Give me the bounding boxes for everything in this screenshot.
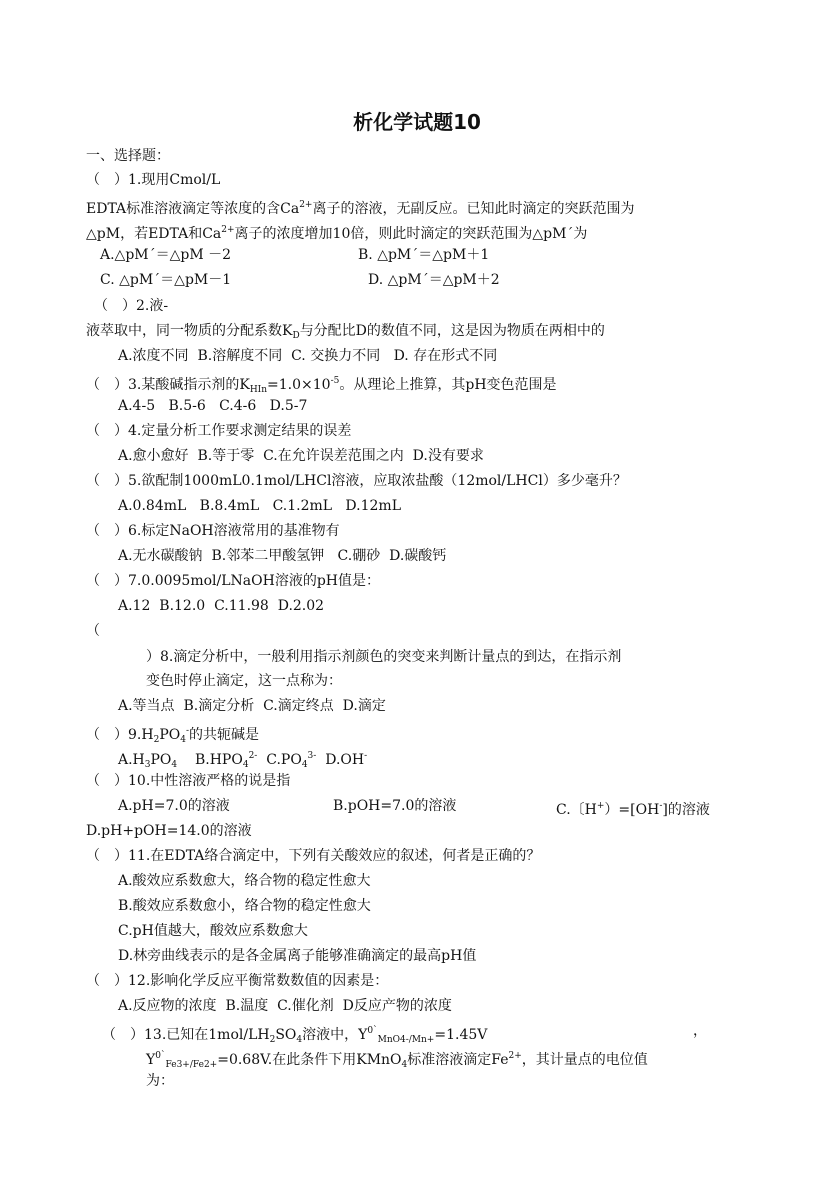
- q9-text: PO: [159, 727, 181, 743]
- q3-options: A.4-5 B.5-6 C.4-6 D.5-7: [118, 398, 308, 414]
- q2-sub: D: [292, 331, 300, 341]
- q13-line1: [102, 1021, 488, 1045]
- q13-text: Y: [146, 1052, 156, 1068]
- q9-options: [118, 746, 368, 770]
- q4-options: A.愈小愈好 B.等于零 C.在允许误差范围之内 D.没有要求: [118, 448, 484, 464]
- q9-text: 的共轭碱是: [189, 727, 259, 743]
- q10-c-text: ）=[OH: [604, 802, 660, 818]
- q1-line2: [86, 195, 634, 215]
- q9-opt-text: D.OH: [325, 752, 365, 768]
- q2-options: A.浓度不同 B.溶解度不同 C. 交换力不同 D. 存在形式不同: [118, 348, 498, 364]
- q3-line1: [86, 371, 557, 395]
- q13-sub: 2: [269, 1035, 276, 1045]
- q13-sub: 4: [401, 1060, 408, 1070]
- q11-option-a: A.酸效应系数愈大，络合物的稳定性愈大: [118, 873, 371, 889]
- q8-options: A.等当点 B.滴定分析 C.滴定终点 D.滴定: [118, 698, 386, 714]
- q8-line0: （: [86, 623, 100, 639]
- q9-opt-sub: 4: [301, 760, 308, 770]
- section-heading: 一、选择题：: [86, 148, 170, 164]
- q9-opt-text: C.PO: [266, 752, 302, 768]
- page-title: 析化学试题10: [353, 110, 481, 134]
- q1-option-b: B. △pM´＝△pM＋1: [358, 247, 490, 263]
- q9-opt-sub: 3: [144, 760, 151, 770]
- q13-sub: 4: [296, 1035, 303, 1045]
- q9-line1: [86, 721, 259, 745]
- q9-opt-text: PO: [150, 752, 172, 768]
- q5-line1: （ ）5.欲配制1000mL0.1mol/LHCl溶液，应取浓盐酸（12mol/LHCl）多少毫升？: [86, 473, 627, 489]
- q13-text: =0.68V.在此条件下用KMnO: [217, 1052, 402, 1068]
- q12-options: A.反应物的浓度 B.温度 C.催化剂 D反应产物的浓度: [118, 998, 452, 1014]
- q1-text: △pM，若EDTA和Ca: [86, 226, 222, 242]
- q10-option-a: A.pH=7.0的溶液: [118, 798, 230, 814]
- q9-opt-sup: 3-: [307, 751, 317, 761]
- q10-option-b: B.pOH=7.0的溶液: [333, 798, 457, 814]
- q1-line1: （ ）1.现用Cmol/L: [86, 172, 221, 188]
- q13-text: （ ）13.已知在1mol/LH: [102, 1027, 270, 1043]
- q9-opt-text: A.H: [118, 752, 145, 768]
- q13-sup: 0`: [367, 1026, 378, 1036]
- q2-line1: （ ）2.液-: [94, 298, 169, 314]
- q4-line1: （ ）4.定量分析工作要求测定结果的误差: [86, 423, 352, 439]
- q13-sub: MnO4-/Mn+: [377, 1035, 435, 1045]
- q1-option-a: A.△pM´＝△pM －2: [100, 247, 232, 263]
- q1-text: 离子的溶液，无副反应。已知此时滴定的突跃范围为: [312, 201, 635, 217]
- q3-text: 。从理论上推算，其pH变色范围是: [339, 377, 557, 393]
- q10-c-text: C.〔H: [556, 802, 597, 818]
- q1-line3: [86, 220, 587, 240]
- q2-text: 与分配比D的数值不同，这是因为物质在两相中的: [299, 323, 605, 339]
- q13-line3: 为：: [146, 1073, 174, 1089]
- q8-line2: 变色时停止滴定，这一点称为：: [146, 673, 342, 689]
- q13-text: SO: [275, 1027, 297, 1043]
- q9-opt-sup: -: [364, 751, 368, 761]
- q9-opt-sup: 2-: [248, 751, 258, 761]
- q2-text: 液萃取中，同一物质的分配系数K: [86, 323, 293, 339]
- q13-sup: 0`: [155, 1051, 166, 1061]
- q11-option-c: C.pH值越大，酸效应系数愈大: [118, 923, 308, 939]
- q10-line1: （ ）10.中性溶液严格的说是指: [86, 773, 291, 789]
- q10-option-c: [556, 796, 710, 816]
- q11-option-d: D.林旁曲线表示的是各金属离子能够准确滴定的最高pH值: [118, 948, 477, 964]
- q3-sup: -5: [330, 376, 340, 386]
- q13-text: =1.45V: [434, 1027, 488, 1043]
- q1-text: 离子的浓度增加10倍，则此时滴定的突跃范围为△pM´为: [234, 226, 588, 242]
- q11-option-b: B.酸效应系数愈小，络合物的稳定性愈大: [118, 898, 371, 914]
- q10-option-d: D.pH+pOH=14.0的溶液: [86, 823, 252, 839]
- q9-opt-text: B.HPO: [194, 752, 243, 768]
- q9-text: （ ）9.H: [86, 727, 154, 743]
- q9-opt-sub: 4: [171, 760, 178, 770]
- q10-c-sup: -: [659, 801, 663, 811]
- q7-options: A.12 B.12.0 C.11.98 D.2.02: [118, 598, 325, 614]
- q12-line1: （ ）12.影响化学反应平衡常数数值的因素是：: [86, 973, 389, 989]
- q13-line2: [146, 1046, 648, 1070]
- q3-text: =1.0×10: [267, 377, 331, 393]
- q1-sup: 2+: [299, 200, 313, 210]
- q1-text: EDTA标准溶液滴定等浓度的含Ca: [86, 201, 300, 217]
- q5-options: A.0.84mL B.8.4mL C.1.2mL D.12mL: [118, 498, 401, 514]
- q13-comma: ，: [693, 1023, 707, 1039]
- q9-sub: 4: [180, 735, 186, 745]
- q13-text: 溶液中，Y: [302, 1027, 368, 1043]
- q9-opt-sub: 4: [242, 760, 249, 770]
- q13-sub: Fe3+/Fe2+: [165, 1060, 218, 1070]
- q10-c-text: ]的溶液: [662, 802, 710, 818]
- q13-text: 标准溶液滴定Fe: [407, 1052, 509, 1068]
- q2-line2: [86, 321, 605, 341]
- q8-line1: ）8.滴定分析中，一般利用指示剂颜色的突变来判断计量点的到达，在指示剂: [146, 649, 622, 665]
- q10-c-sup: +: [596, 801, 605, 811]
- q7-line1: （ ）7.0.0095mol/LNaOH溶液的pH值是：: [86, 573, 380, 589]
- q13-text: ，其计量点的电位值: [521, 1052, 648, 1068]
- q1-sup: 2+: [221, 225, 235, 235]
- q6-options: A.无水碳酸钠 B.邻苯二甲酸氢钾 C.硼砂 D.碳酸钙: [118, 548, 447, 564]
- q9-sup: -: [185, 726, 189, 736]
- q1-option-c: C. △pM´＝△pM－1: [100, 272, 232, 288]
- q1-option-d: D. △pM´＝△pM＋2: [368, 272, 500, 288]
- q6-line1: （ ）6.标定NaOH溶液常用的基准物有: [86, 523, 340, 539]
- q13-sup: 2+: [508, 1051, 522, 1061]
- q11-line1: （ ）11.在EDTA络合滴定中，下列有关酸效应的叙述，何者是正确的？: [86, 848, 541, 864]
- q9-sub: 2: [153, 735, 160, 745]
- q3-text: （ ）3.某酸碱指示剂的K: [86, 377, 250, 393]
- q3-sub: HIn: [249, 385, 268, 395]
